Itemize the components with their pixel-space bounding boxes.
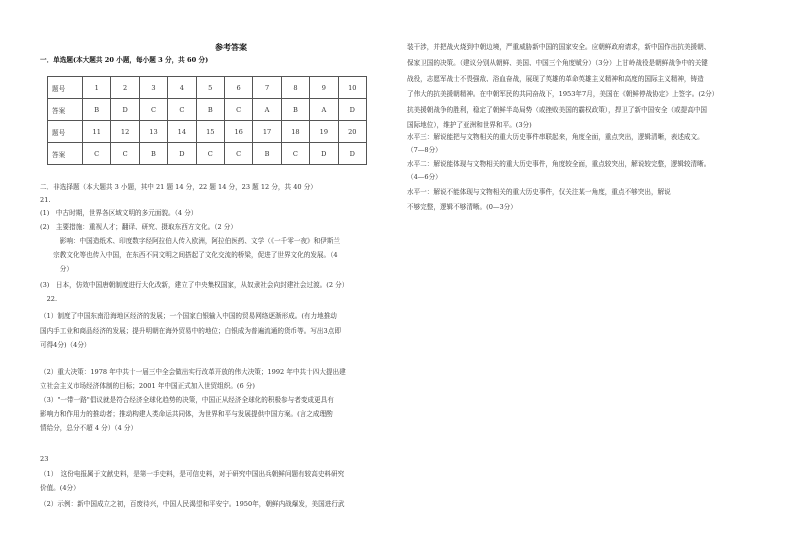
question-number: 18 (281, 121, 309, 143)
answer-cell: B (83, 99, 111, 121)
answer-cell: A (310, 99, 338, 121)
question-number: 17 (253, 121, 281, 143)
answer-line: 情给分，总分不超 4 分）（4 分） (40, 424, 138, 432)
answer-line: 国内手工业和商品经济的发展；提升明朝在海外贸易中的地位；白银成为普遍流通的货币等。写出3点即 (40, 327, 341, 335)
question-number: 11 (83, 121, 111, 143)
table-row (48, 143, 367, 165)
row-label: 答案 (48, 99, 83, 121)
table-row (48, 121, 367, 143)
answer-line: (1) 中古时期，世界各区域文明的多元面貌。（4 分） (40, 209, 198, 217)
answer-cell: C (139, 99, 167, 121)
question-number: 20 (338, 121, 366, 143)
answer-line: （1） 这份电报属于文献史料，是第一手史料，是可信史料，对于研究中国出兵朝鲜问题有较高史料研究 (40, 470, 345, 478)
rubric-score-range: （7—8分） (407, 146, 442, 154)
question-number: 10 (338, 77, 366, 99)
table-row (48, 99, 367, 121)
answer-line: 分） (40, 265, 73, 273)
question-23-label: 23 (40, 455, 49, 463)
question-number: 7 (253, 77, 281, 99)
row-label: 题号 (48, 77, 83, 99)
answer-cell: C (224, 143, 252, 165)
question-number: 12 (111, 121, 139, 143)
question-number: 14 (168, 121, 196, 143)
question-number: 5 (196, 77, 224, 99)
answer-cell: D (338, 99, 366, 121)
question-number: 6 (224, 77, 252, 99)
question-number: 3 (139, 77, 167, 99)
question-number: 1 (83, 77, 111, 99)
answer-line: 了伟大的抗美援朝精神。在中朝军民的共同奋战下，1953年7月，美国在《朝鲜停战协定》上签字。(2分） (407, 90, 719, 98)
answer-line: （2）重大决策：1978 年中共十一届三中全会做出实行改革开放的伟大决策；1992 年中共十四大提出建 (40, 368, 346, 376)
question-number: 2 (111, 77, 139, 99)
page-title: 参考答案 (215, 42, 247, 52)
answer-cell: D (111, 99, 139, 121)
row-label: 题号 (48, 121, 83, 143)
answer-line: （2）示例：新中国成立之初，百废待兴，中国人民渴望和平安宁。1950年，朝鲜内战爆发，美国进行武 (40, 500, 345, 508)
question-21-label: 21. (40, 196, 51, 204)
question-number: 8 (281, 77, 309, 99)
rubric-level-1: 水平一：解说不能体现与文物相关的重大历史事件，仅关注某一角度，重点不够突出，解说 (407, 188, 671, 196)
answer-table (47, 76, 367, 165)
section-2-heading: 二．非选择题（本大题共 3 小题，其中 21 题 14 分，22 题 14 分，23 题 12 分，共 40 分） (40, 183, 317, 191)
answer-line: (3) 日本，仿效中国唐朝制度进行大化改新，建立了中央集权国家，从奴隶社会向封建社会过渡。(2 分） (40, 281, 349, 289)
answer-line: 影响：中国造纸术、印度数字经阿拉伯人传入欧洲，阿拉伯医药、文学（《一千零一夜》和伊斯兰 (40, 237, 341, 245)
answer-line: 立社会主义市场经济体制的目标；2001 年中国正式加入世贸组织。(6 分) (40, 382, 255, 390)
answer-cell: C (83, 143, 111, 165)
question-number: 9 (310, 77, 338, 99)
answer-cell: A (253, 99, 281, 121)
question-22-label: 22. (40, 295, 58, 303)
table-row (48, 77, 367, 99)
answer-cell: B (139, 143, 167, 165)
answer-line: 抗美援朝战争的胜利，稳定了朝鲜半岛局势（或挫败美国的霸权政策），捍卫了新中国安全（或提高中国 (407, 106, 708, 114)
question-number: 4 (168, 77, 196, 99)
rubric-score-range: （4—6分） (407, 173, 442, 181)
answer-cell: C (111, 143, 139, 165)
answer-line: 国际地位），维护了亚洲和世界和平。(3分) (407, 121, 532, 129)
question-number: 13 (139, 121, 167, 143)
answer-line: 影响力和作用力的推动者；推动构建人类命运共同体，为世界和平与发展提供中国方案。(言之成理酌 (40, 410, 333, 418)
answer-cell: B (281, 99, 309, 121)
answer-cell: D (168, 143, 196, 165)
answer-line: 价值。(4分） (40, 484, 80, 492)
answer-cell: B (196, 99, 224, 121)
answer-cell: B (253, 143, 281, 165)
answer-cell: C (196, 143, 224, 165)
answer-cell: C (168, 99, 196, 121)
answer-cell: C (281, 143, 309, 165)
question-number: 19 (310, 121, 338, 143)
rubric-level-2: 水平二：解说能体现与文物相关的重大历史事件，角度较全面，重点较突出，解说较完整，逻辑较清晰。 (407, 160, 711, 168)
row-label: 答案 (48, 143, 83, 165)
question-number: 15 (196, 121, 224, 143)
question-number: 16 (224, 121, 252, 143)
answer-line: 宗教文化等也传入中国，在东西不同文明之间搭起了文化交流的桥梁，促进了世界文化的发展。（4 (40, 251, 338, 259)
rubric-level-1-continued: 不够完整，逻辑不够清晰。(0—3分） (407, 203, 517, 211)
answer-cell: D (338, 143, 366, 165)
answer-line: 可得4分)（4分） (40, 341, 91, 349)
answer-cell: D (310, 143, 338, 165)
rubric-level-3: 水平三：解说能把与文物相关的重大历史事件串联起来，角度全面，重点突出，逻辑清晰，表述成文。 (407, 133, 704, 141)
answer-line: （3）"一带一路"倡议就是符合经济全球化趋势的决策，中国正从经济全球化的积极参与者变成更具有 (40, 396, 334, 404)
answer-cell: C (224, 99, 252, 121)
answer-line: 装干涉，并把战火烧到中朝边境，严重威胁新中国的国家安全。应朝鲜政府请求，新中国作出抗美援朝、 (407, 43, 711, 51)
answer-line: 保家卫国的决策。（建议分别从朝鲜、美国、中国三个角度赋分）（3分）上甘岭战役是朝鲜战争中的关键 (407, 59, 708, 67)
section-1-heading: 一．单选题(本大题共 20 小题，每小题 3 分，共 60 分) (40, 56, 209, 64)
answer-line: (2) 主要措施：重视人才；翻译、研究、摄取东西方文化。（2 分） (40, 223, 237, 231)
answer-line: （1）制度了中国东南沿海地区经济的发展；一个国家白银输入中国的贸易网络逐渐形成。(有力地推动 (40, 312, 337, 320)
answer-line: 战役，志愿军战士不畏强敌、浴血奋战，展现了英雄的革命英雄主义精神和高度的国际主义精神，铸造 (407, 75, 704, 83)
